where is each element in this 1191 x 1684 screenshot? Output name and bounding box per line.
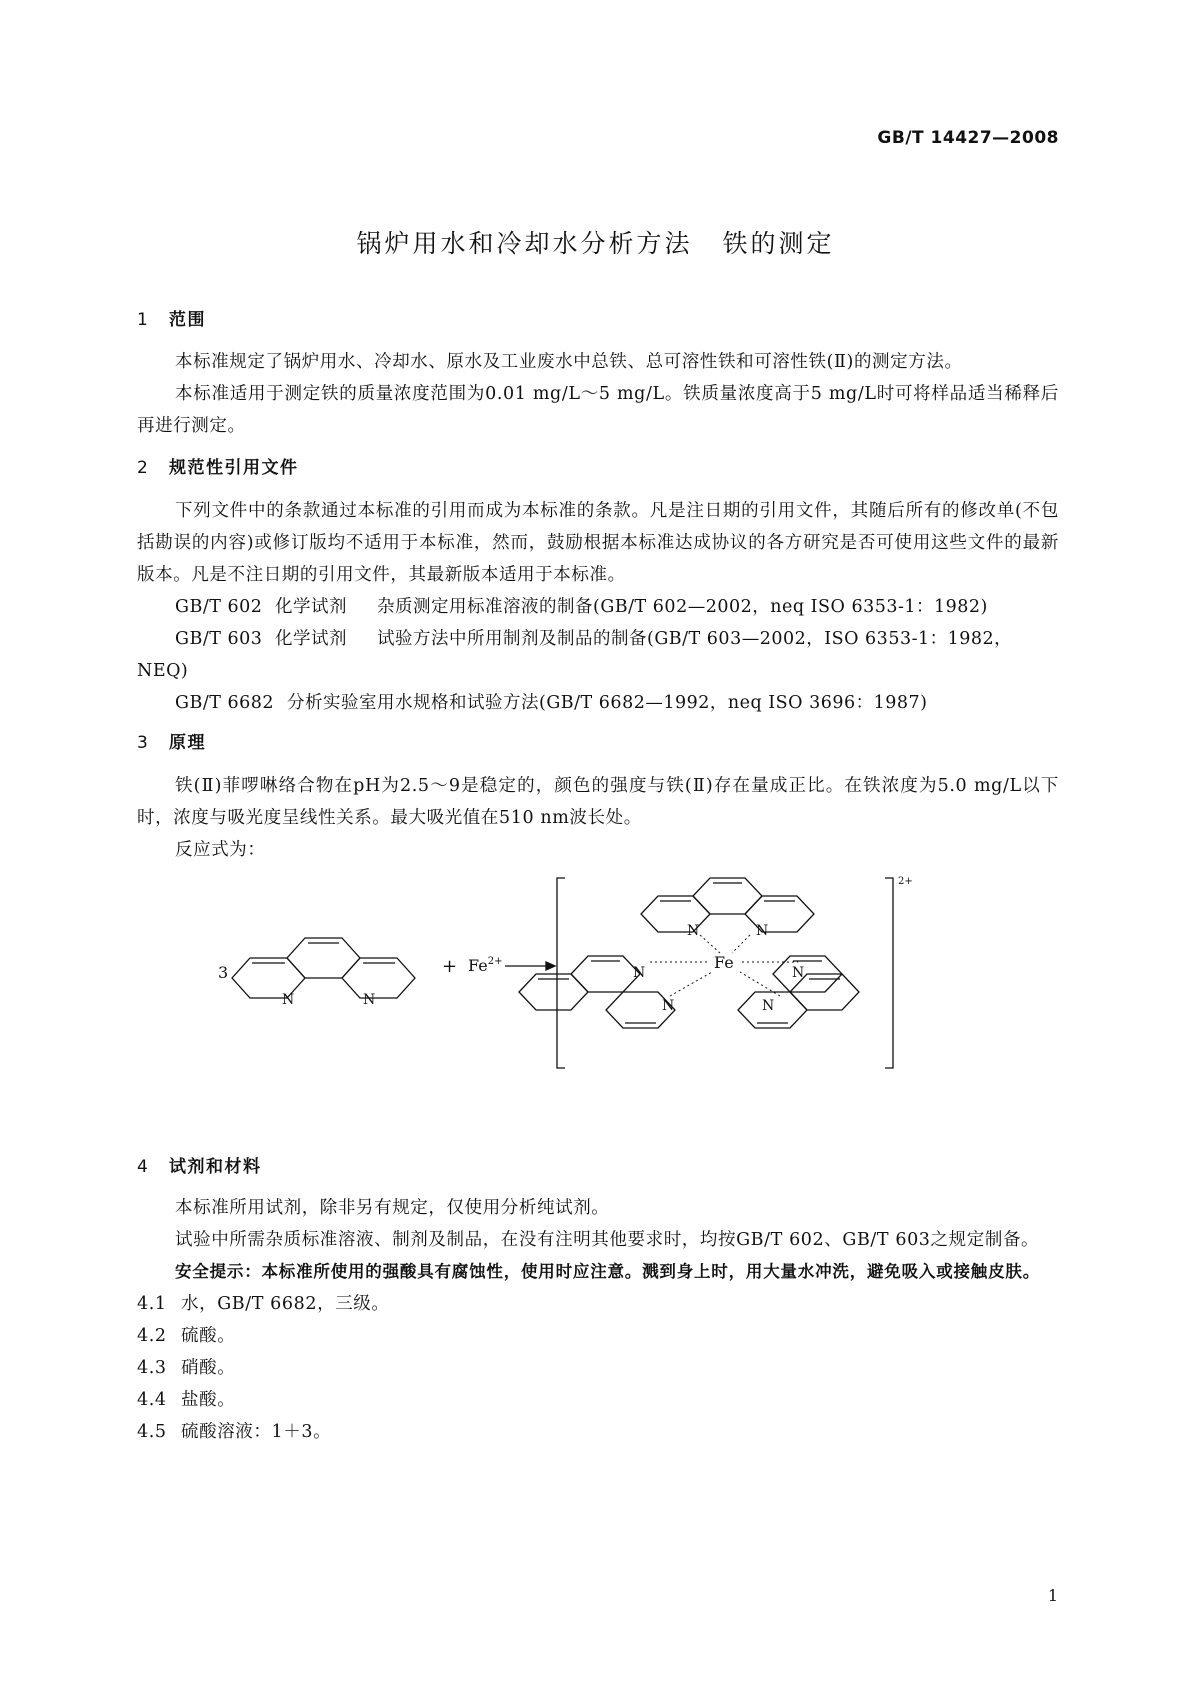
list-item: 4.3 硝酸。: [137, 1358, 236, 1378]
paragraph: 反应式为：: [175, 840, 266, 860]
nitrogen-label: N: [762, 998, 775, 1014]
section-2-body: [137, 495, 1059, 719]
paragraph: 铁(Ⅱ)菲啰啉络合物在pH为2.5～9是稳定的，颜色的强度与铁(Ⅱ)存在量成正比。在铁浓度为5.0 mg/L以下时，浓度与吸光度呈线性关系。最大吸光值在510 nm波长处。: [137, 776, 1059, 828]
page-number: 1: [1047, 1586, 1058, 1605]
title-part-1: 锅炉用水和冷却水分析方法: [356, 229, 693, 258]
nitrogen-label: N: [363, 992, 376, 1008]
standard-number: GB/T 14427—2008: [877, 128, 1059, 148]
section-3-heading: 3 原理: [137, 733, 206, 753]
nitrogen-label: N: [792, 965, 805, 981]
nitrogen-label: N: [756, 923, 769, 939]
fe-ion: $Fe^{2+}$: [468, 956, 503, 975]
section-1-body: [137, 346, 1059, 442]
reaction-scheme: [218, 876, 980, 1138]
complex-fe: Fe: [714, 953, 734, 972]
paragraph: 下列文件中的条款通过本标准的引用而成为本标准的条款。凡是注日期的引用文件，其随后所有的修改单(不包括勘误的内容)或修订版均不适用于本标准，然而，鼓励根据本标准达成协议的各方研究是否可使用这些文件的最新版本。凡是不注日期的引用文件，其最新版本适用于本标准。: [137, 501, 1059, 585]
paragraph: 本标准规定了锅炉用水、冷却水、原水及工业废水中总铁、总可溶性铁和可溶性铁(Ⅱ)的测定方法。: [175, 352, 963, 372]
list-item: 4.1 水，GB/T 6682，三级。: [137, 1294, 390, 1314]
section-1-heading: 1 范围: [137, 310, 206, 330]
paragraph: 试验中所需杂质标准溶液、制剂及制品，在没有注明其他要求时，均按GB/T 602、GB/T 603之规定制备。: [175, 1230, 1040, 1250]
stoichiometric-coefficient: 3: [218, 963, 229, 982]
phenanthroline-molecule: [232, 938, 415, 998]
arrow-head: [546, 962, 555, 970]
title-part-2: 铁的测定: [722, 229, 835, 258]
reference-gb-t-602: GB/T 602 化学试剂 杂质测定用标准溶液的制备(GB/T 602—2002，neq ISO 6353-1：1982): [175, 597, 988, 617]
section-4-body: [137, 1192, 1059, 1448]
reference-gb-t-6682: GB/T 6682 分析实验室用水规格和试验方法(GB/T 6682—1992，neq ISO 3696：1987): [175, 693, 928, 713]
list-item: 4.5 硫酸溶液：1＋3。: [137, 1422, 332, 1442]
right-bracket: [885, 878, 893, 1068]
nitrogen-label: N: [687, 923, 700, 939]
paragraph: 本标准所用试剂，除非另有规定，仅使用分析纯试剂。: [175, 1198, 610, 1218]
section-3-body: [137, 770, 1059, 866]
reference-gb-t-603: GB/T 603 化学试剂 试验方法中所用制剂及制品的制备(GB/T 603—2002，ISO 6353-1：1982，NEQ): [137, 629, 1013, 681]
list-item: 4.4 盐酸。: [137, 1390, 236, 1410]
complex-charge: 2+: [898, 876, 913, 887]
document-title: [0, 226, 1191, 262]
plus-sign: +: [442, 956, 458, 977]
nitrogen-label: N: [633, 965, 646, 981]
section-2-heading: 2 规范性引用文件: [137, 458, 299, 478]
ligand-left: [519, 956, 675, 1028]
section-4-heading: 4 试剂和材料: [137, 1157, 262, 1177]
nitrogen-label: N: [282, 992, 295, 1008]
paragraph: 本标准适用于测定铁的质量浓度范围为0.01 mg/L～5 mg/L。铁质量浓度高于5 mg/L时可将样品适当稀释后再进行测定。: [137, 384, 1059, 436]
safety-warning: 安全提示：本标准所使用的强酸具有腐蚀性，使用时应注意。溅到身上时，用大量水冲洗，避免吸入或接触皮肤。: [175, 1262, 1040, 1281]
left-bracket: [557, 878, 565, 1068]
ligand-top: [641, 878, 814, 932]
nitrogen-label: N: [662, 998, 675, 1014]
list-item: 4.2 硫酸。: [137, 1326, 236, 1346]
